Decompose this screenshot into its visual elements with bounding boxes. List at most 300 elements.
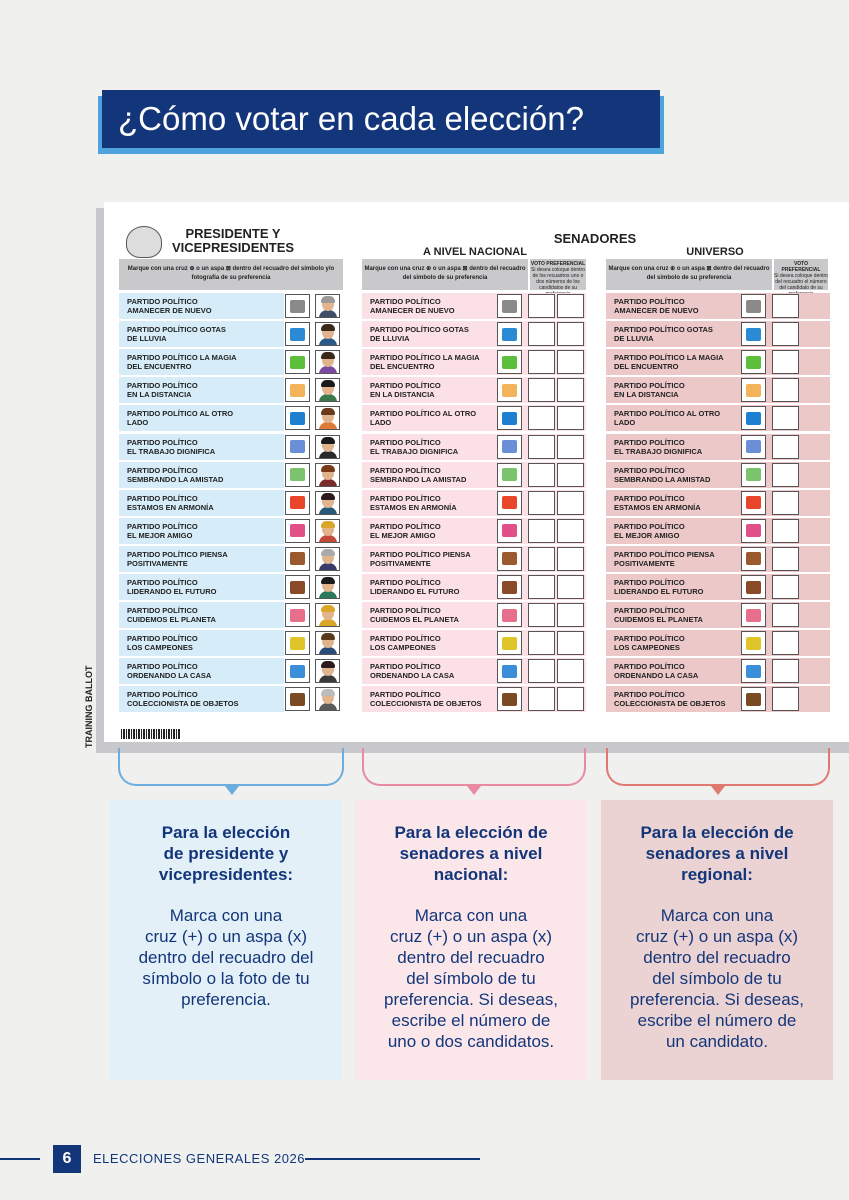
candidate-body: [319, 310, 337, 318]
preferential-vote-box[interactable]: [772, 350, 799, 374]
accordion-icon[interactable]: [285, 519, 310, 543]
preferential-vote-box[interactable]: [528, 322, 555, 346]
candidate-hair: [321, 408, 335, 415]
book-glyph: [290, 412, 305, 425]
airplane-glyph: [290, 665, 305, 678]
briefcase-icon[interactable]: [497, 687, 522, 711]
monkey-icon[interactable]: [497, 547, 522, 571]
party-name-line1: PARTIDO POLÍTICO: [370, 634, 441, 644]
box-glyph: [290, 384, 305, 397]
tshirt-icon[interactable]: [497, 350, 522, 374]
candy-glyph: [746, 496, 761, 509]
footer-text: ELECCIONES GENERALES 2026: [93, 1151, 305, 1166]
party-name-line2: DE LLUVIA: [614, 334, 654, 344]
preferential-vote-box[interactable]: [772, 463, 799, 487]
candidate-hair: [321, 437, 335, 444]
party-name-line1: PARTIDO POLÍTICO: [614, 465, 685, 475]
party-name-line2: COLECCIONISTA DE OBJETOS: [614, 699, 726, 709]
universe-header: UNIVERSO: [686, 246, 744, 258]
president-brace-arrow: [225, 786, 239, 795]
candidate-hair: [321, 661, 335, 668]
national-panel: [355, 800, 587, 1080]
socks-icon[interactable]: [285, 463, 310, 487]
party-name-line2: EN LA DISTANCIA: [614, 390, 679, 400]
tshirt-icon[interactable]: [285, 350, 310, 374]
bicycle-glyph: [502, 609, 517, 622]
page-title: ¿Cómo votar en cada elección?: [102, 90, 660, 148]
president-header: PRESIDENTE Y VICEPRESIDENTES: [171, 226, 295, 255]
candidate-photo[interactable]: [315, 631, 340, 655]
monkey-glyph: [290, 552, 305, 565]
candidate-hair: [321, 296, 335, 303]
candidate-photo[interactable]: [315, 575, 340, 599]
monkey-glyph: [746, 552, 761, 565]
page-number: 6: [53, 1145, 81, 1173]
violin-glyph: [502, 581, 517, 594]
party-name-line1: PARTIDO POLÍTICO: [614, 521, 685, 531]
hammer-icon[interactable]: [497, 435, 522, 459]
socks-glyph: [502, 468, 517, 481]
party-name-line1: PARTIDO POLÍTICO: [127, 521, 198, 531]
candidate-photo[interactable]: [315, 603, 340, 627]
party-name-line2: LIDERANDO EL FUTURO: [370, 587, 460, 596]
violin-icon[interactable]: [285, 575, 310, 599]
party-row: [119, 686, 284, 712]
bicycle-icon[interactable]: [741, 603, 766, 627]
preferential-vote-box[interactable]: [528, 547, 555, 571]
party-name-line2: ESTAMOS EN ARMONÍA: [614, 502, 701, 512]
accordion-glyph: [502, 524, 517, 537]
preferential-vote-box[interactable]: [557, 575, 584, 599]
national-panel-heading: Para la elección de senadores a nivel nacional:: [394, 823, 548, 884]
party-name-line2: AMANECER DE NUEVO: [370, 306, 455, 315]
preferential-vote-box[interactable]: [557, 350, 584, 374]
bucket-icon[interactable]: [497, 322, 522, 346]
party-name-line1: PARTIDO POLÍTICO: [614, 493, 685, 503]
party-name-line1: PARTIDO POLÍTICO AL OTRO: [127, 409, 234, 419]
candidate-body: [319, 507, 337, 515]
candidate-body: [319, 591, 337, 599]
box-glyph: [502, 384, 517, 397]
party-row: [119, 546, 284, 572]
party-row: [119, 321, 284, 347]
party-name-line2: LIDERANDO EL FUTURO: [127, 587, 217, 596]
party-name-line1: PARTIDO POLÍTICO: [614, 578, 685, 587]
party-row: [119, 630, 284, 656]
party-name-line1: PARTIDO POLÍTICO: [370, 606, 441, 616]
bicycle-glyph: [290, 609, 305, 622]
preferential-vote-box[interactable]: [772, 435, 799, 459]
candidate-body: [319, 619, 337, 627]
box-icon[interactable]: [285, 378, 310, 402]
candidate-body: [319, 422, 337, 430]
candy-icon[interactable]: [285, 491, 310, 515]
candidate-body: [319, 647, 337, 655]
preferential-vote-box[interactable]: [772, 631, 799, 655]
target-icon[interactable]: [497, 631, 522, 655]
regional-panel: [601, 800, 833, 1080]
box-glyph: [746, 384, 761, 397]
book-glyph: [746, 412, 761, 425]
party-name-line1: PARTIDO POLÍTICO PIENSA: [127, 549, 228, 559]
party-name-line1: PARTIDO POLÍTICO: [370, 578, 441, 587]
preferential-vote-box[interactable]: [528, 687, 555, 711]
party-name-line2: AMANECER DE NUEVO: [614, 306, 699, 315]
candidate-hair: [321, 577, 335, 584]
preferential-vote-box[interactable]: [772, 406, 799, 430]
preferential-vote-box[interactable]: [772, 575, 799, 599]
saw-glyph: [290, 300, 305, 313]
preferential-vote-box[interactable]: [528, 294, 555, 318]
bucket-icon[interactable]: [285, 322, 310, 346]
party-name-line2: LIDERANDO EL FUTURO: [614, 587, 704, 596]
universe-brace-arrow: [711, 786, 725, 795]
candidate-photo[interactable]: [315, 406, 340, 430]
tshirt-icon[interactable]: [741, 350, 766, 374]
preferential-vote-box[interactable]: [557, 603, 584, 627]
party-name-line2: DEL ENCUENTRO: [614, 362, 679, 372]
preferential-vote-box[interactable]: [772, 547, 799, 571]
president-brace: [118, 748, 344, 786]
party-name-line1: PARTIDO POLÍTICO PIENSA: [614, 549, 715, 559]
preferential-vote-box[interactable]: [557, 463, 584, 487]
candidate-body: [319, 366, 337, 374]
book-icon[interactable]: [285, 406, 310, 430]
preferential-vote-box[interactable]: [557, 491, 584, 515]
preferential-vote-box[interactable]: [528, 603, 555, 627]
preferential-vote-box[interactable]: [557, 294, 584, 318]
universe-brace: [606, 748, 830, 786]
party-name-line1: PARTIDO POLÍTICO: [370, 465, 441, 475]
preferential-vote-box[interactable]: [557, 547, 584, 571]
barcode: [121, 729, 181, 739]
box-icon[interactable]: [497, 378, 522, 402]
national-brace-arrow: [467, 786, 481, 795]
party-row: [119, 349, 284, 375]
candidate-photo[interactable]: [315, 687, 340, 711]
party-name-line1: PARTIDO POLÍTICO: [614, 297, 685, 306]
candidate-hair: [321, 493, 335, 500]
tshirt-glyph: [502, 356, 517, 369]
party-name-line1: PARTIDO POLÍTICO: [370, 493, 441, 503]
preferential-vote-box[interactable]: [772, 378, 799, 402]
party-row: [119, 574, 284, 600]
candidate-photo[interactable]: [315, 378, 340, 402]
saw-icon[interactable]: [741, 294, 766, 318]
party-name-line2: ESTAMOS EN ARMONÍA: [370, 502, 457, 512]
violin-icon[interactable]: [741, 575, 766, 599]
saw-icon[interactable]: [285, 294, 310, 318]
party-name-line2: LOS CAMPEONES: [370, 643, 436, 653]
national-instruction: Marque con una cruz ⊕ o un aspa ⊠ dentro del recuadro del símbolo de su preferencia: [362, 259, 528, 290]
party-row: [119, 293, 284, 319]
target-icon[interactable]: [741, 631, 766, 655]
briefcase-glyph: [746, 693, 761, 706]
bucket-icon[interactable]: [741, 322, 766, 346]
party-name-line1: PARTIDO POLÍTICO: [614, 634, 685, 644]
party-name-line2: POSITIVAMENTE: [127, 558, 188, 568]
socks-glyph: [746, 468, 761, 481]
regional-panel-body: Marca con una cruz (+) o un aspa (x) dentro del recuadro del símbolo de tu preferencia. Si deseas, escribe el número de un candidato.: [630, 906, 804, 1051]
footer-line-left: [0, 1158, 40, 1160]
candidate-hair: [321, 605, 335, 612]
candidate-body: [319, 451, 337, 459]
accordion-icon[interactable]: [497, 519, 522, 543]
universe-preferential-vote: [774, 259, 828, 290]
preferential-vote-box[interactable]: [557, 322, 584, 346]
violin-glyph: [746, 581, 761, 594]
training-ballot-label: TRAINING BALLOT: [84, 665, 94, 748]
party-row: [119, 658, 284, 684]
tshirt-glyph: [290, 356, 305, 369]
bicycle-icon[interactable]: [497, 603, 522, 627]
preferential-vote-box[interactable]: [772, 603, 799, 627]
preferential-vote-box[interactable]: [528, 575, 555, 599]
airplane-icon[interactable]: [497, 659, 522, 683]
preferential-vote-box[interactable]: [557, 659, 584, 683]
candy-glyph: [290, 496, 305, 509]
vp-universe-title: VOTO PREFERENCIAL: [781, 261, 821, 273]
party-name-line2: AMANECER DE NUEVO: [127, 306, 212, 315]
party-name-line2: POSITIVAMENTE: [614, 558, 675, 568]
candidate-photo[interactable]: [315, 519, 340, 543]
bicycle-icon[interactable]: [285, 603, 310, 627]
candidate-hair: [321, 689, 335, 696]
hammer-icon[interactable]: [285, 435, 310, 459]
saw-glyph: [502, 300, 517, 313]
candidate-hair: [321, 521, 335, 528]
party-name-line1: PARTIDO POLÍTICO: [127, 493, 198, 503]
briefcase-glyph: [502, 693, 517, 706]
bucket-glyph: [746, 328, 761, 341]
preferential-vote-box[interactable]: [528, 631, 555, 655]
party-name-line1: PARTIDO POLÍTICO: [614, 690, 685, 700]
target-icon[interactable]: [285, 631, 310, 655]
violin-glyph: [290, 581, 305, 594]
party-name-line1: PARTIDO POLÍTICO: [370, 381, 441, 391]
box-icon[interactable]: [741, 378, 766, 402]
candidate-photo[interactable]: [315, 350, 340, 374]
preferential-vote-box[interactable]: [772, 491, 799, 515]
candidate-photo[interactable]: [315, 435, 340, 459]
party-name-line1: PARTIDO POLÍTICO: [614, 437, 685, 447]
party-row: [119, 434, 284, 460]
preferential-vote-box[interactable]: [528, 435, 555, 459]
party-name-line2: DEL ENCUENTRO: [127, 362, 192, 372]
preferential-vote-box[interactable]: [772, 322, 799, 346]
book-icon[interactable]: [741, 406, 766, 430]
party-name-line2: EN LA DISTANCIA: [127, 390, 192, 400]
candy-glyph: [502, 496, 517, 509]
target-glyph: [290, 637, 305, 650]
preferential-vote-box[interactable]: [557, 687, 584, 711]
briefcase-icon[interactable]: [285, 687, 310, 711]
party-name-line2: EL MEJOR AMIGO: [127, 530, 193, 540]
accordion-icon[interactable]: [741, 519, 766, 543]
party-name-line2: EL MEJOR AMIGO: [614, 530, 680, 540]
party-name-line2: LADO: [127, 418, 149, 428]
party-name-line1: PARTIDO POLÍTICO: [127, 662, 198, 672]
candy-icon[interactable]: [497, 491, 522, 515]
party-name-line1: PARTIDO POLÍTICO: [127, 465, 198, 475]
party-name-line2: CUIDEMOS EL PLANETA: [370, 615, 459, 625]
party-name-line1: PARTIDO POLÍTICO: [127, 297, 198, 306]
party-row: [119, 518, 284, 544]
party-name-line2: DE LLUVIA: [370, 334, 410, 344]
national-panel-body: Marca con una cruz (+) o un aspa (x) dentro del recuadro del símbolo de tu preferencia. Si deseas, escribe el número de uno o dos candidatos.: [384, 906, 558, 1051]
party-row: [119, 377, 284, 403]
senators-header: SENADORES: [553, 231, 637, 246]
preferential-vote-box[interactable]: [772, 659, 799, 683]
party-name-line1: PARTIDO POLÍTICO: [127, 578, 198, 587]
national-seal-icon: [126, 226, 162, 258]
book-icon[interactable]: [497, 406, 522, 430]
book-glyph: [502, 412, 517, 425]
preferential-vote-box[interactable]: [557, 435, 584, 459]
preferential-vote-box[interactable]: [772, 294, 799, 318]
party-name-line2: CUIDEMOS EL PLANETA: [614, 615, 703, 625]
candidate-hair: [321, 324, 335, 331]
regional-panel-heading: Para la elección de senadores a nivel regional:: [640, 823, 794, 884]
candidate-hair: [321, 380, 335, 387]
preferential-vote-box[interactable]: [772, 519, 799, 543]
party-name-line2: CUIDEMOS EL PLANETA: [127, 615, 216, 625]
preferential-vote-box[interactable]: [528, 350, 555, 374]
preferential-vote-box[interactable]: [528, 491, 555, 515]
candidate-photo[interactable]: [315, 463, 340, 487]
party-name-line1: PARTIDO POLÍTICO: [127, 381, 198, 391]
hammer-glyph: [290, 440, 305, 453]
airplane-glyph: [502, 665, 517, 678]
party-name-line2: ORDENANDO LA CASA: [614, 671, 699, 681]
party-name-line2: EL TRABAJO DIGNIFICA: [614, 446, 703, 456]
candidate-photo[interactable]: [315, 547, 340, 571]
candidate-hair: [321, 633, 335, 640]
candidate-hair: [321, 465, 335, 472]
preferential-vote-box[interactable]: [557, 378, 584, 402]
party-name-line1: PARTIDO POLÍTICO: [370, 690, 441, 700]
candidate-body: [319, 338, 337, 346]
preferential-vote-box[interactable]: [557, 631, 584, 655]
preferential-vote-box[interactable]: [528, 659, 555, 683]
target-glyph: [502, 637, 517, 650]
monkey-icon[interactable]: [741, 547, 766, 571]
airplane-icon[interactable]: [285, 659, 310, 683]
party-name-line1: PARTIDO POLÍTICO: [127, 634, 198, 644]
candidate-photo[interactable]: [315, 322, 340, 346]
party-name-line1: PARTIDO POLÍTICO PIENSA: [370, 549, 471, 559]
party-name-line2: LADO: [370, 418, 392, 428]
party-name-line2: COLECCIONISTA DE OBJETOS: [370, 699, 482, 709]
candidate-body: [319, 563, 337, 571]
candidate-photo[interactable]: [315, 491, 340, 515]
party-name-line1: PARTIDO POLÍTICO: [127, 606, 198, 616]
party-name-line1: PARTIDO POLÍTICO: [370, 297, 441, 306]
tshirt-glyph: [746, 356, 761, 369]
party-name-line1: PARTIDO POLÍTICO: [127, 690, 198, 700]
party-name-line1: PARTIDO POLÍTICO GOTAS: [370, 325, 469, 335]
party-name-line2: ORDENANDO LA CASA: [370, 671, 455, 681]
briefcase-glyph: [290, 693, 305, 706]
vp-national-text: Si desea coloque dentro de los recuadros uno o dos números de los candidatos de su: [531, 267, 585, 291]
president-panel-body: Marca con una cruz (+) o un aspa (x) dentro del recuadro del símbolo o la foto de tu preferencia.: [138, 906, 314, 1009]
party-name-line2: POSITIVAMENTE: [370, 558, 431, 568]
party-name-line2: LOS CAMPEONES: [127, 643, 193, 653]
hammer-glyph: [502, 440, 517, 453]
bicycle-glyph: [746, 609, 761, 622]
party-row: [119, 490, 284, 516]
preferential-vote-box[interactable]: [528, 463, 555, 487]
socks-icon[interactable]: [741, 463, 766, 487]
party-name-line2: DE LLUVIA: [127, 334, 167, 344]
vp-universe-text: Si desea coloque dentro del recuadro el número del candidato de su: [774, 273, 828, 291]
candidate-photo[interactable]: [315, 659, 340, 683]
party-name-line1: PARTIDO POLÍTICO AL OTRO: [370, 409, 477, 419]
party-row: [119, 405, 284, 431]
president-panel-heading: Para la elección de presidente y vicepresidentes:: [158, 823, 294, 884]
party-name-line1: PARTIDO POLÍTICO LA MAGIA: [370, 353, 480, 363]
preferential-vote-box[interactable]: [528, 519, 555, 543]
party-name-line1: PARTIDO POLÍTICO: [370, 521, 441, 531]
party-name-line1: PARTIDO POLÍTICO: [370, 662, 441, 672]
preferential-vote-box[interactable]: [557, 519, 584, 543]
footer-line-right: [305, 1158, 480, 1160]
accordion-glyph: [290, 524, 305, 537]
party-name-line2: LOS CAMPEONES: [614, 643, 680, 653]
party-name-line1: PARTIDO POLÍTICO: [127, 437, 198, 447]
airplane-glyph: [746, 665, 761, 678]
target-glyph: [746, 637, 761, 650]
party-name-line2: SEMBRANDO LA AMISTAD: [614, 474, 711, 484]
candidate-hair: [321, 549, 335, 556]
preferential-vote-box[interactable]: [772, 687, 799, 711]
hammer-icon[interactable]: [741, 435, 766, 459]
president-panel: [110, 800, 342, 1080]
candy-icon[interactable]: [741, 491, 766, 515]
airplane-icon[interactable]: [741, 659, 766, 683]
candidate-photo[interactable]: [315, 294, 340, 318]
national-header: A NIVEL NACIONAL: [423, 246, 527, 258]
national-preferential-vote: [530, 259, 586, 290]
monkey-icon[interactable]: [285, 547, 310, 571]
party-name-line1: PARTIDO POLÍTICO GOTAS: [127, 325, 226, 335]
socks-icon[interactable]: [497, 463, 522, 487]
candidate-hair: [321, 352, 335, 359]
preferential-vote-box[interactable]: [528, 378, 555, 402]
national-brace: [362, 748, 586, 786]
vp-national-title: VOTO PREFERENCIAL: [530, 261, 586, 267]
party-name-line2: SEMBRANDO LA AMISTAD: [370, 474, 467, 484]
party-name-line2: COLECCIONISTA DE OBJETOS: [127, 699, 239, 709]
party-name-line1: PARTIDO POLÍTICO LA MAGIA: [614, 353, 724, 363]
briefcase-icon[interactable]: [741, 687, 766, 711]
party-row: [119, 602, 284, 628]
saw-icon[interactable]: [497, 294, 522, 318]
party-name-line1: PARTIDO POLÍTICO: [614, 662, 685, 672]
candidate-body: [319, 675, 337, 683]
preferential-vote-box[interactable]: [528, 406, 555, 430]
party-row: [119, 462, 284, 488]
party-name-line1: PARTIDO POLÍTICO: [614, 381, 685, 391]
bucket-glyph: [502, 328, 517, 341]
candidate-body: [319, 394, 337, 402]
violin-icon[interactable]: [497, 575, 522, 599]
party-name-line2: DEL ENCUENTRO: [370, 362, 435, 372]
party-name-line2: EN LA DISTANCIA: [370, 390, 435, 400]
preferential-vote-box[interactable]: [557, 406, 584, 430]
party-name-line2: ORDENANDO LA CASA: [127, 671, 212, 681]
party-name-line1: PARTIDO POLÍTICO GOTAS: [614, 325, 713, 335]
